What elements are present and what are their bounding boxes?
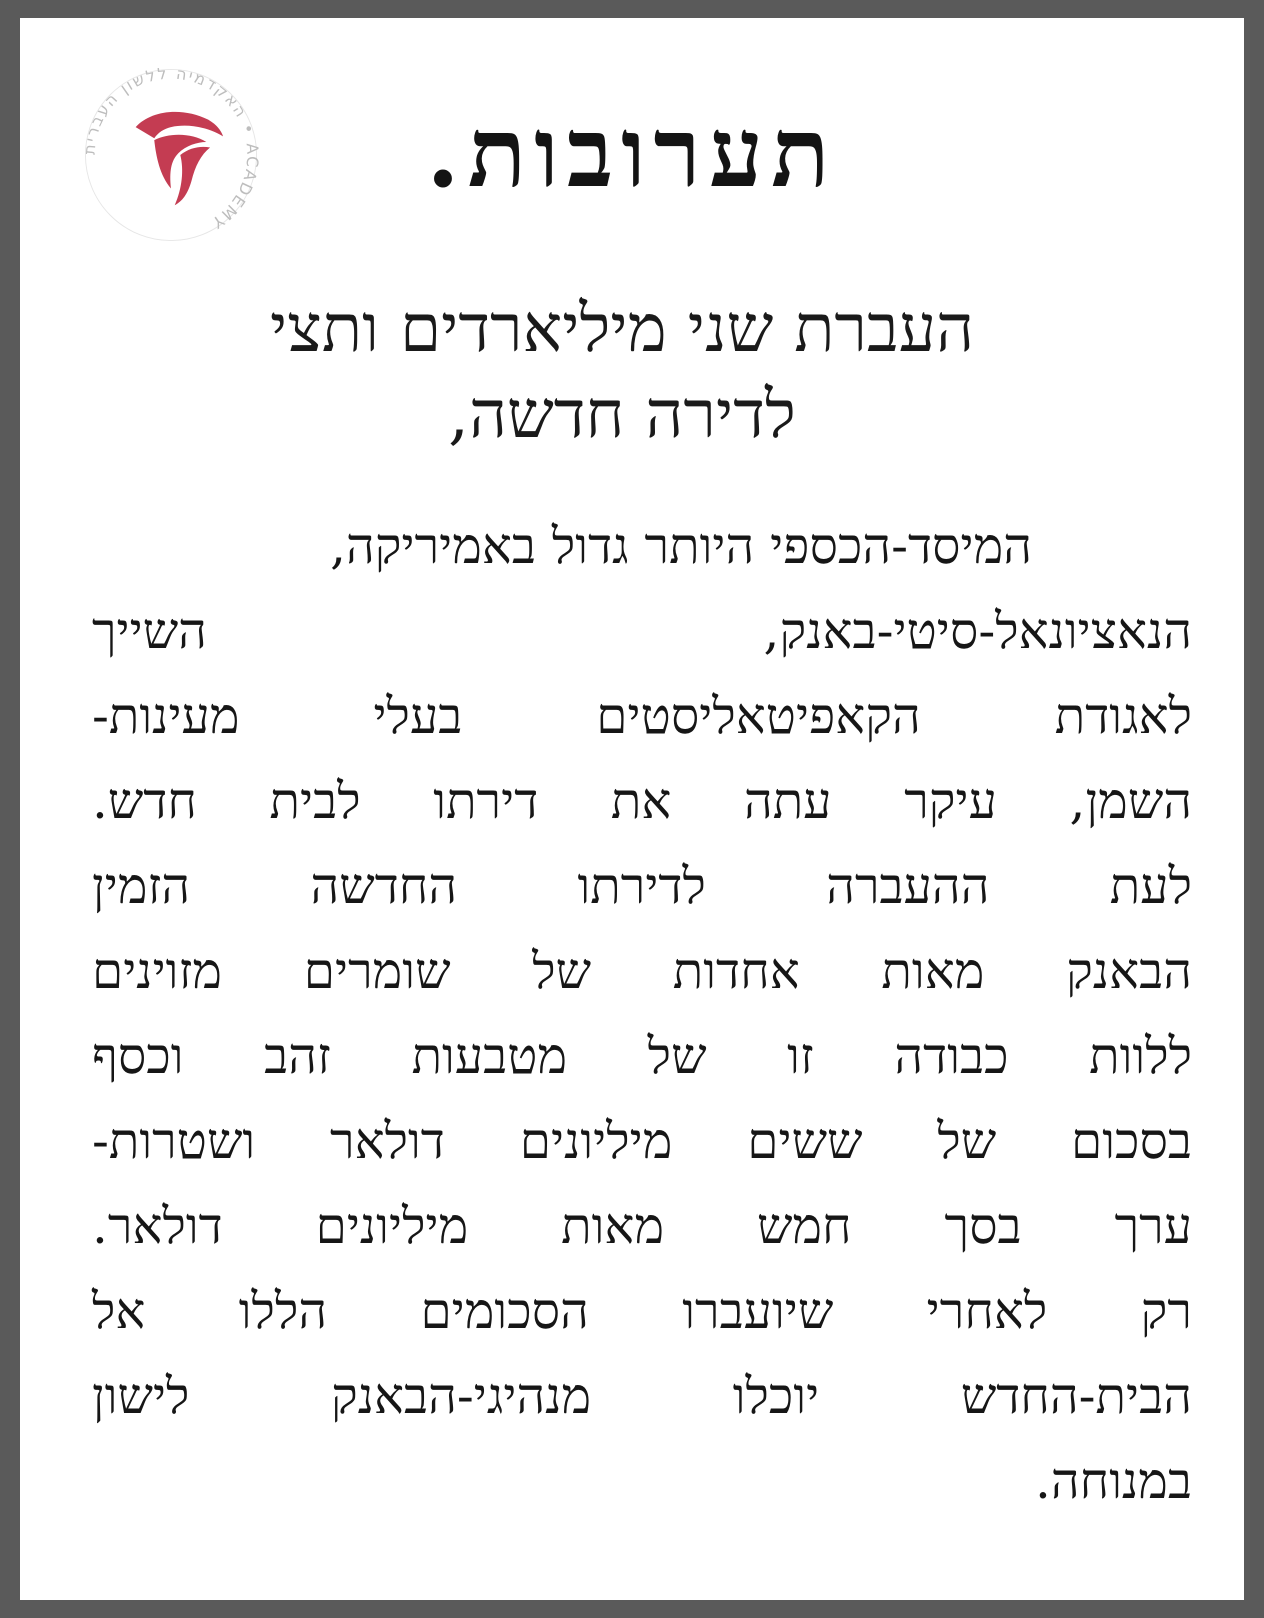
body-line: הבית-החדש יוכלו מנהיגי-הבאנק לישון: [92, 1367, 1192, 1425]
article-subtitle: [160, 286, 1084, 458]
body-line: הבאנק מאות אחדות של שומרים מזוינים: [92, 942, 1192, 1000]
newspaper-clipping: [20, 18, 1244, 1600]
logo-ring-text: האקדמיה ללשון העברית • ACADEMY: [79, 63, 263, 234]
body-line: המיסד-הכספי היותר גדול באמיריקה,: [330, 517, 1032, 575]
body-line: במנוחה.: [1034, 1452, 1192, 1510]
body-line: ערך בסך חמש מאות מיליונים דולאר.: [92, 1197, 1192, 1255]
body-line: לעת ההעברה לדירתו החדשה הזמין: [92, 857, 1192, 915]
article-body: [92, 504, 1192, 1524]
body-line: ללוות כבודה זו של מטבעות זהב וכסף: [92, 1027, 1192, 1085]
body-line: הנאציונאל-סיטי-באנק, השייך: [92, 602, 1192, 660]
subtitle-line: לדירה חדשה,: [448, 376, 796, 453]
article-title: תערובות.: [426, 96, 838, 209]
body-line: רק לאחרי שיועברו הסכומים הללו אל: [92, 1282, 1192, 1340]
body-line: לאגודת הקאפיטאליסטים בעלי מעינות-: [92, 687, 1192, 745]
body-line: השמן, עיקר עתה את דירתו לבית חדש.: [92, 772, 1192, 830]
subtitle-line: העברת שני מיליארדים ותצי: [269, 290, 975, 367]
body-line: בסכום של ששים מיליונים דולאר ושטרות-: [92, 1112, 1192, 1170]
